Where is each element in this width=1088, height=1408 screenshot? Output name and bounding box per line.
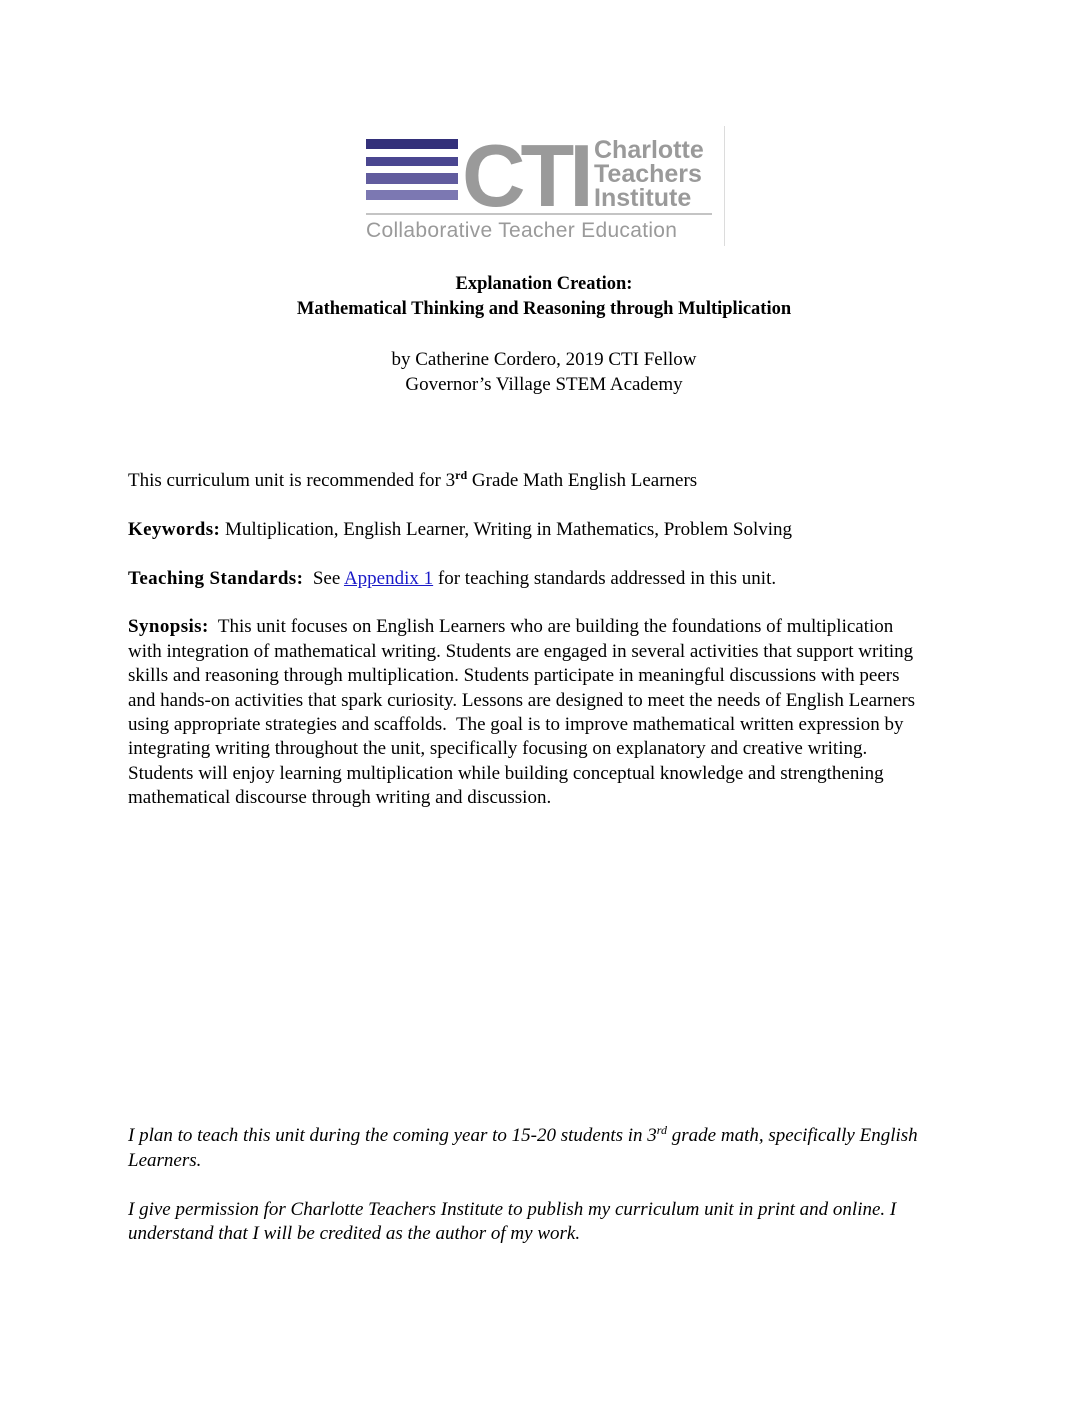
- synopsis-label: Synopsis:: [128, 616, 209, 638]
- cti-logo: [362, 126, 725, 246]
- title-line-2: Mathematical Thinking and Reasoning through Multiplication: [296, 299, 792, 319]
- logo-acronym: CTI: [462, 126, 589, 225]
- author-byline: [0, 347, 1088, 397]
- logo-bar-light: [366, 173, 458, 184]
- synopsis-paragraph: Synopsis: This unit focuses on English Learners who are building the foundations of multiplication with integration of mathematical writing. Students are engaged in several activities that support writing skills and reasoning through multiplication. Students participate in meaningful discussions with peers and hands-on activities that spark curiosity. Lessons are designed to meet the needs of English Learners using appropriate strategies and scaffolds. The goal is to improve mathematical written expression by integrating writing throughout the unit, specifically focusing on explanatory and creative writing. Students will enjoy learning multiplication while building conceptual knowledge and strengthening mathematical discourse through writing and discussion.: [128, 616, 920, 809]
- school-line: Governor’s Village STEM Academy: [405, 374, 683, 395]
- logo-bar-mid: [366, 157, 458, 166]
- appendix-1-link[interactable]: Appendix 1: [343, 567, 434, 589]
- cti-logo-graphic: [362, 126, 724, 246]
- logo-bar-lighter: [366, 190, 458, 200]
- standards-label: Teaching Standards:: [128, 567, 304, 589]
- keywords-paragraph: Keywords: Multiplication, English Learner, Writing in Mathematics, Problem Solving: [128, 518, 793, 540]
- author-line: by Catherine Cordero, 2019 CTI Fellow: [391, 349, 697, 370]
- document-title: [0, 272, 1088, 322]
- author-statement: [128, 1124, 938, 1271]
- recommended-paragraph: This curriculum unit is recommended for 3rd Grade Math English Learners: [128, 468, 698, 491]
- logo-name-line1: Charlotte: [594, 136, 704, 164]
- title-line-1: Explanation Creation:: [455, 274, 633, 294]
- unit-summary: [128, 469, 928, 835]
- plan-paragraph: I plan to teach this unit during the coming year to 15-20 students in 3rd grade math, specifically English Learners.: [128, 1123, 918, 1171]
- keywords-label: Keywords:: [128, 518, 221, 540]
- logo-name-line3: Institute: [594, 184, 692, 212]
- permission-paragraph: I give permission for Charlotte Teachers Institute to publish my curriculum unit in print and online. I understand that I will be credited as the author of my work.: [128, 1198, 897, 1244]
- logo-name-line2: Teachers: [594, 160, 702, 188]
- logo-bar-dark: [366, 139, 458, 149]
- standards-paragraph: Teaching Standards: See Appendix 1 for teaching standards addressed in this unit.: [128, 567, 777, 589]
- logo-tagline: Collaborative Teacher Education: [366, 219, 678, 242]
